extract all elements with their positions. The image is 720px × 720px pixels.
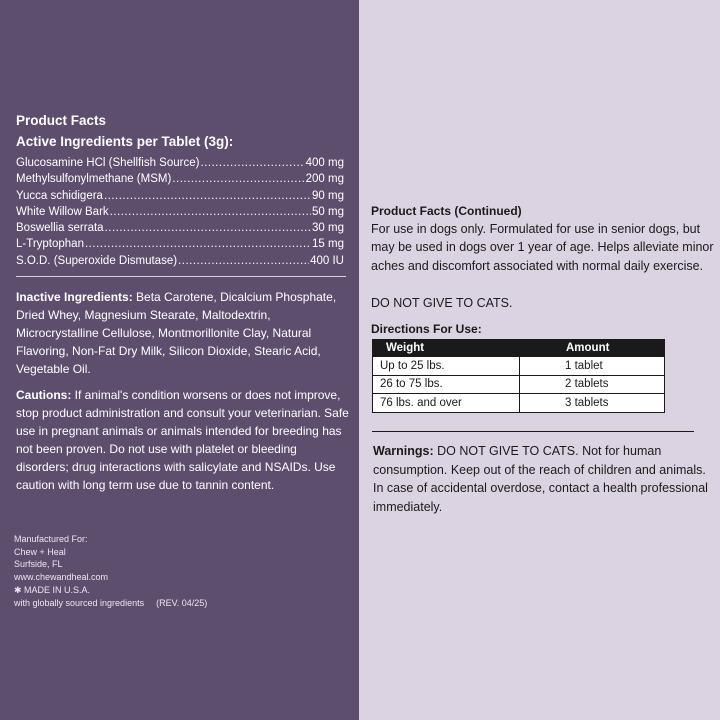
directions-title: Directions For Use:	[371, 322, 482, 336]
amount-cell: 2 tablets	[520, 375, 665, 394]
ingredient-name: Methylsulfonylmethane (MSM)	[16, 173, 172, 186]
ingredient-name: White Willow Bark	[16, 205, 109, 218]
leader-dots	[200, 155, 304, 171]
weight-cell: Up to 25 lbs.	[373, 357, 520, 376]
leader-dots	[104, 188, 311, 204]
leader-dots	[105, 220, 311, 236]
table-row	[373, 357, 665, 376]
ingredient-amount: 15 mg	[312, 238, 344, 251]
mfg-website: www.chewandheal.com	[14, 572, 109, 583]
product-facts-continued-text: For use in dogs only. Formulated for use in senior dogs, but may be used in dogs over 1 year of age. Helps alleviate minor aches and discomfort associated with normal daily exercise.	[371, 222, 714, 273]
warnings-text: DO NOT GIVE TO CATS. Not for human consumption. Keep out of the reach of children and animals. In case of accidental overdose, contact a health professional immediately.	[373, 444, 708, 514]
divider	[16, 276, 346, 277]
made-in-usa: ✱ MADE IN U.S.A.	[14, 584, 91, 595]
inactive-ingredients-label: Inactive Ingredients:	[16, 290, 133, 304]
inactive-ingredients-text: Beta Carotene, Dicalcium Phosphate, Dried Whey, Magnesium Stearate, Maltodextrin, Microcrystalline Cellulose, Montmorillonite Clay, Natural Flavoring, Non-Fat Dry Milk, Silicon Dioxide, Stearic Acid, Vegetable Oil.	[16, 290, 337, 376]
ingredient-amount: 400 mg	[305, 157, 344, 169]
active-ingredients-title: Active Ingredients per Tablet (3g):	[16, 134, 234, 149]
leader-dots	[178, 253, 309, 269]
amount-cell: 3 tablets	[520, 394, 665, 413]
cautions	[16, 386, 351, 494]
ingredient-row	[16, 188, 344, 204]
divider	[372, 431, 694, 432]
left-panel	[0, 0, 359, 720]
warnings-label: Warnings:	[373, 444, 434, 458]
ingredient-amount: 50 mg	[312, 205, 344, 218]
table-row	[373, 375, 665, 394]
ingredient-row	[16, 236, 344, 252]
leader-dots	[85, 236, 311, 252]
do-not-give-to-cats: DO NOT GIVE TO CATS.	[371, 296, 513, 310]
sourcing-text: with globally sourced ingredients	[14, 597, 145, 608]
revision-label: (REV. 04/25)	[156, 597, 208, 608]
ingredient-name: Yucca schidigera	[16, 189, 103, 202]
active-ingredients-list	[16, 155, 344, 269]
ingredient-name: Glucosamine HCl (Shellfish Source)	[16, 157, 200, 169]
ingredient-row	[16, 155, 344, 171]
directions-table	[372, 339, 665, 413]
ingredient-row	[16, 220, 344, 236]
product-facts-continued-title: Product Facts (Continued)	[371, 204, 522, 218]
table-row	[373, 394, 665, 413]
warnings	[373, 442, 708, 516]
ingredient-amount: 90 mg	[312, 189, 344, 202]
mfg-sourcing-line	[14, 597, 207, 610]
product-facts-title: Product Facts	[16, 113, 107, 128]
mfg-line: Manufactured For:	[14, 534, 88, 544]
cautions-label: Cautions:	[16, 388, 72, 402]
mfg-location: Surfside, FL	[14, 559, 63, 570]
ingredient-amount: 400 IU	[310, 254, 344, 267]
weight-cell: 26 to 75 lbs.	[373, 375, 520, 394]
leader-dots	[110, 204, 311, 220]
leader-dots	[172, 171, 304, 187]
header-weight: Weight	[373, 340, 520, 357]
inactive-ingredients	[16, 288, 351, 378]
right-panel	[359, 0, 720, 720]
table-header-row	[373, 340, 665, 357]
cautions-text: If animal's condition worsens or does not improve, stop product administration and consult your veterinarian. Safe use in pregnant animals or animals intended for breeding has not been proven. Do not use with platelet or bleeding disorders; drug interactions with salicylate and NSAIDs. Use caution with long term use due to tannin content.	[16, 388, 349, 492]
amount-cell: 1 tablet	[520, 357, 665, 376]
ingredient-amount: 30 mg	[312, 222, 344, 235]
ingredient-row	[16, 204, 344, 220]
manufacturer-info	[14, 533, 207, 609]
header-amount: Amount	[520, 340, 665, 357]
mfg-company: Chew + Heal	[14, 546, 66, 557]
ingredient-amount: 200 mg	[305, 173, 344, 186]
ingredient-row	[16, 253, 344, 269]
ingredient-name: L-Tryptophan	[16, 238, 84, 251]
ingredient-row	[16, 171, 344, 187]
weight-cell: 76 lbs. and over	[373, 394, 520, 413]
ingredient-name: Boswellia serrata	[16, 222, 104, 235]
ingredient-name: S.O.D. (Superoxide Dismutase)	[16, 254, 178, 267]
